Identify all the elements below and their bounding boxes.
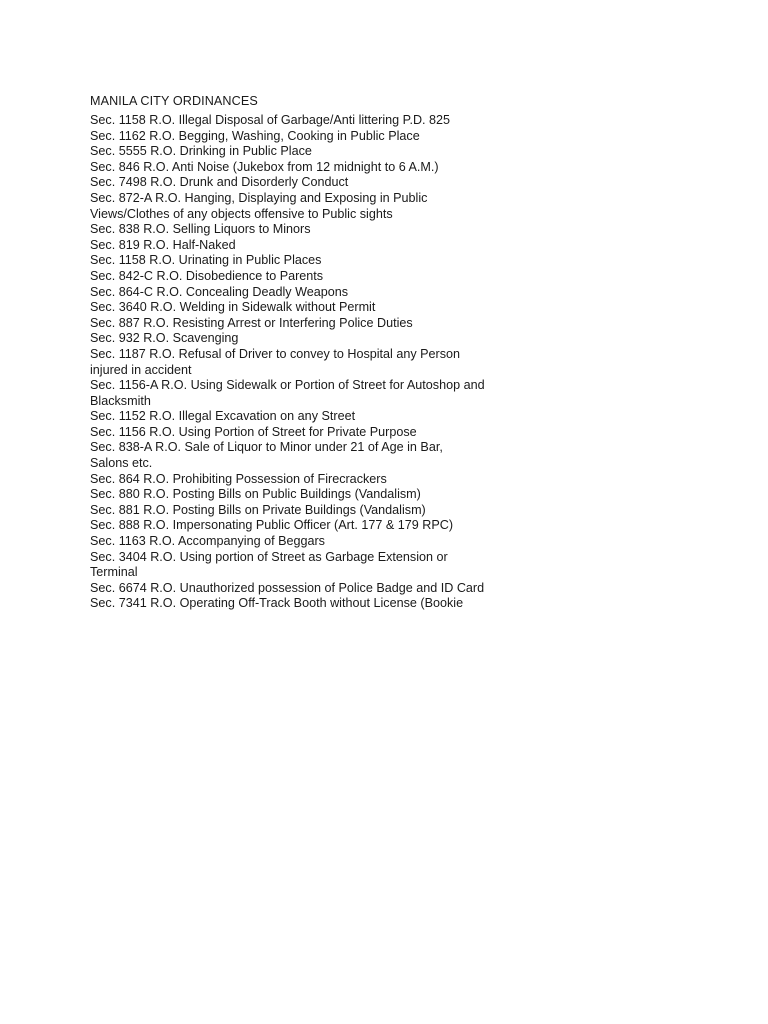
ordinance-item: Sec. 838-A R.O. Sale of Liquor to Minor under 21 of Age in Bar, Salons etc. — [90, 440, 443, 471]
ordinance-item: Sec. 3404 R.O. Using portion of Street as Garbage Extension or Terminal — [90, 549, 448, 580]
ordinance-item: Sec. 846 R.O. Anti Noise (Jukebox from 12 midnight to 6 A.M.) — [90, 159, 439, 174]
document-title: MANILA CITY ORDINANCES — [90, 94, 258, 108]
ordinance-item: Sec. 881 R.O. Posting Bills on Private Buildings (Vandalism) — [90, 502, 426, 517]
ordinance-item: Sec. 5555 R.O. Drinking in Public Place — [90, 144, 312, 159]
ordinance-item: Sec. 887 R.O. Resisting Arrest or Interfering Police Duties — [90, 315, 413, 330]
ordinance-item: Sec. 1162 R.O. Begging, Washing, Cooking in Public Place — [90, 128, 420, 143]
ordinance-item: Sec. 838 R.O. Selling Liquors to Minors — [90, 222, 311, 237]
ordinance-list — [90, 113, 730, 612]
ordinance-item: Sec. 1152 R.O. Illegal Excavation on any Street — [90, 409, 356, 424]
ordinance-item: Sec. 842-C R.O. Disobedience to Parents — [90, 268, 324, 283]
ordinance-item: Sec. 880 R.O. Posting Bills on Public Buildings (Vandalism) — [90, 487, 421, 502]
ordinance-item: Sec. 1187 R.O. Refusal of Driver to convey to Hospital any Person injured in accident — [90, 346, 461, 377]
ordinance-item: Sec. 6674 R.O. Unauthorized possession of Police Badge and ID Card — [90, 580, 485, 595]
ordinance-item: Sec. 864 R.O. Prohibiting Possession of Firecrackers — [90, 471, 387, 486]
ordinance-item: Sec. 1156-A R.O. Using Sidewalk or Portion of Street for Autoshop and Blacksmith — [90, 378, 485, 408]
ordinance-item: Sec. 1156 R.O. Using Portion of Street for Private Purpose — [90, 424, 417, 439]
ordinance-item: Sec. 1158 R.O. Illegal Disposal of Garbage/Anti littering P.D. 825 — [90, 113, 451, 127]
ordinance-item: Sec. 1158 R.O. Urinating in Public Places — [90, 253, 322, 268]
ordinance-item: Sec. 864-C R.O. Concealing Deadly Weapons — [90, 284, 349, 299]
ordinance-item: Sec. 819 R.O. Half-Naked — [90, 237, 236, 252]
ordinance-item: Sec. 3640 R.O. Welding in Sidewalk without Permit — [90, 300, 376, 315]
ordinance-item: Sec. 7341 R.O. Operating Off-Track Booth without License (Bookie — [90, 596, 464, 611]
ordinance-item: Sec. 872-A R.O. Hanging, Displaying and Exposing in Public Views/Clothes of any objects offensive to Public sights — [90, 190, 428, 221]
ordinance-item: Sec. 7498 R.O. Drunk and Disorderly Conduct — [90, 175, 349, 190]
document-page — [90, 93, 730, 612]
ordinance-item: Sec. 932 R.O. Scavenging — [90, 331, 239, 346]
ordinance-item: Sec. 1163 R.O. Accompanying of Beggars — [90, 534, 325, 549]
ordinance-item: Sec. 888 R.O. Impersonating Public Officer (Art. 177 & 179 RPC) — [90, 518, 454, 533]
